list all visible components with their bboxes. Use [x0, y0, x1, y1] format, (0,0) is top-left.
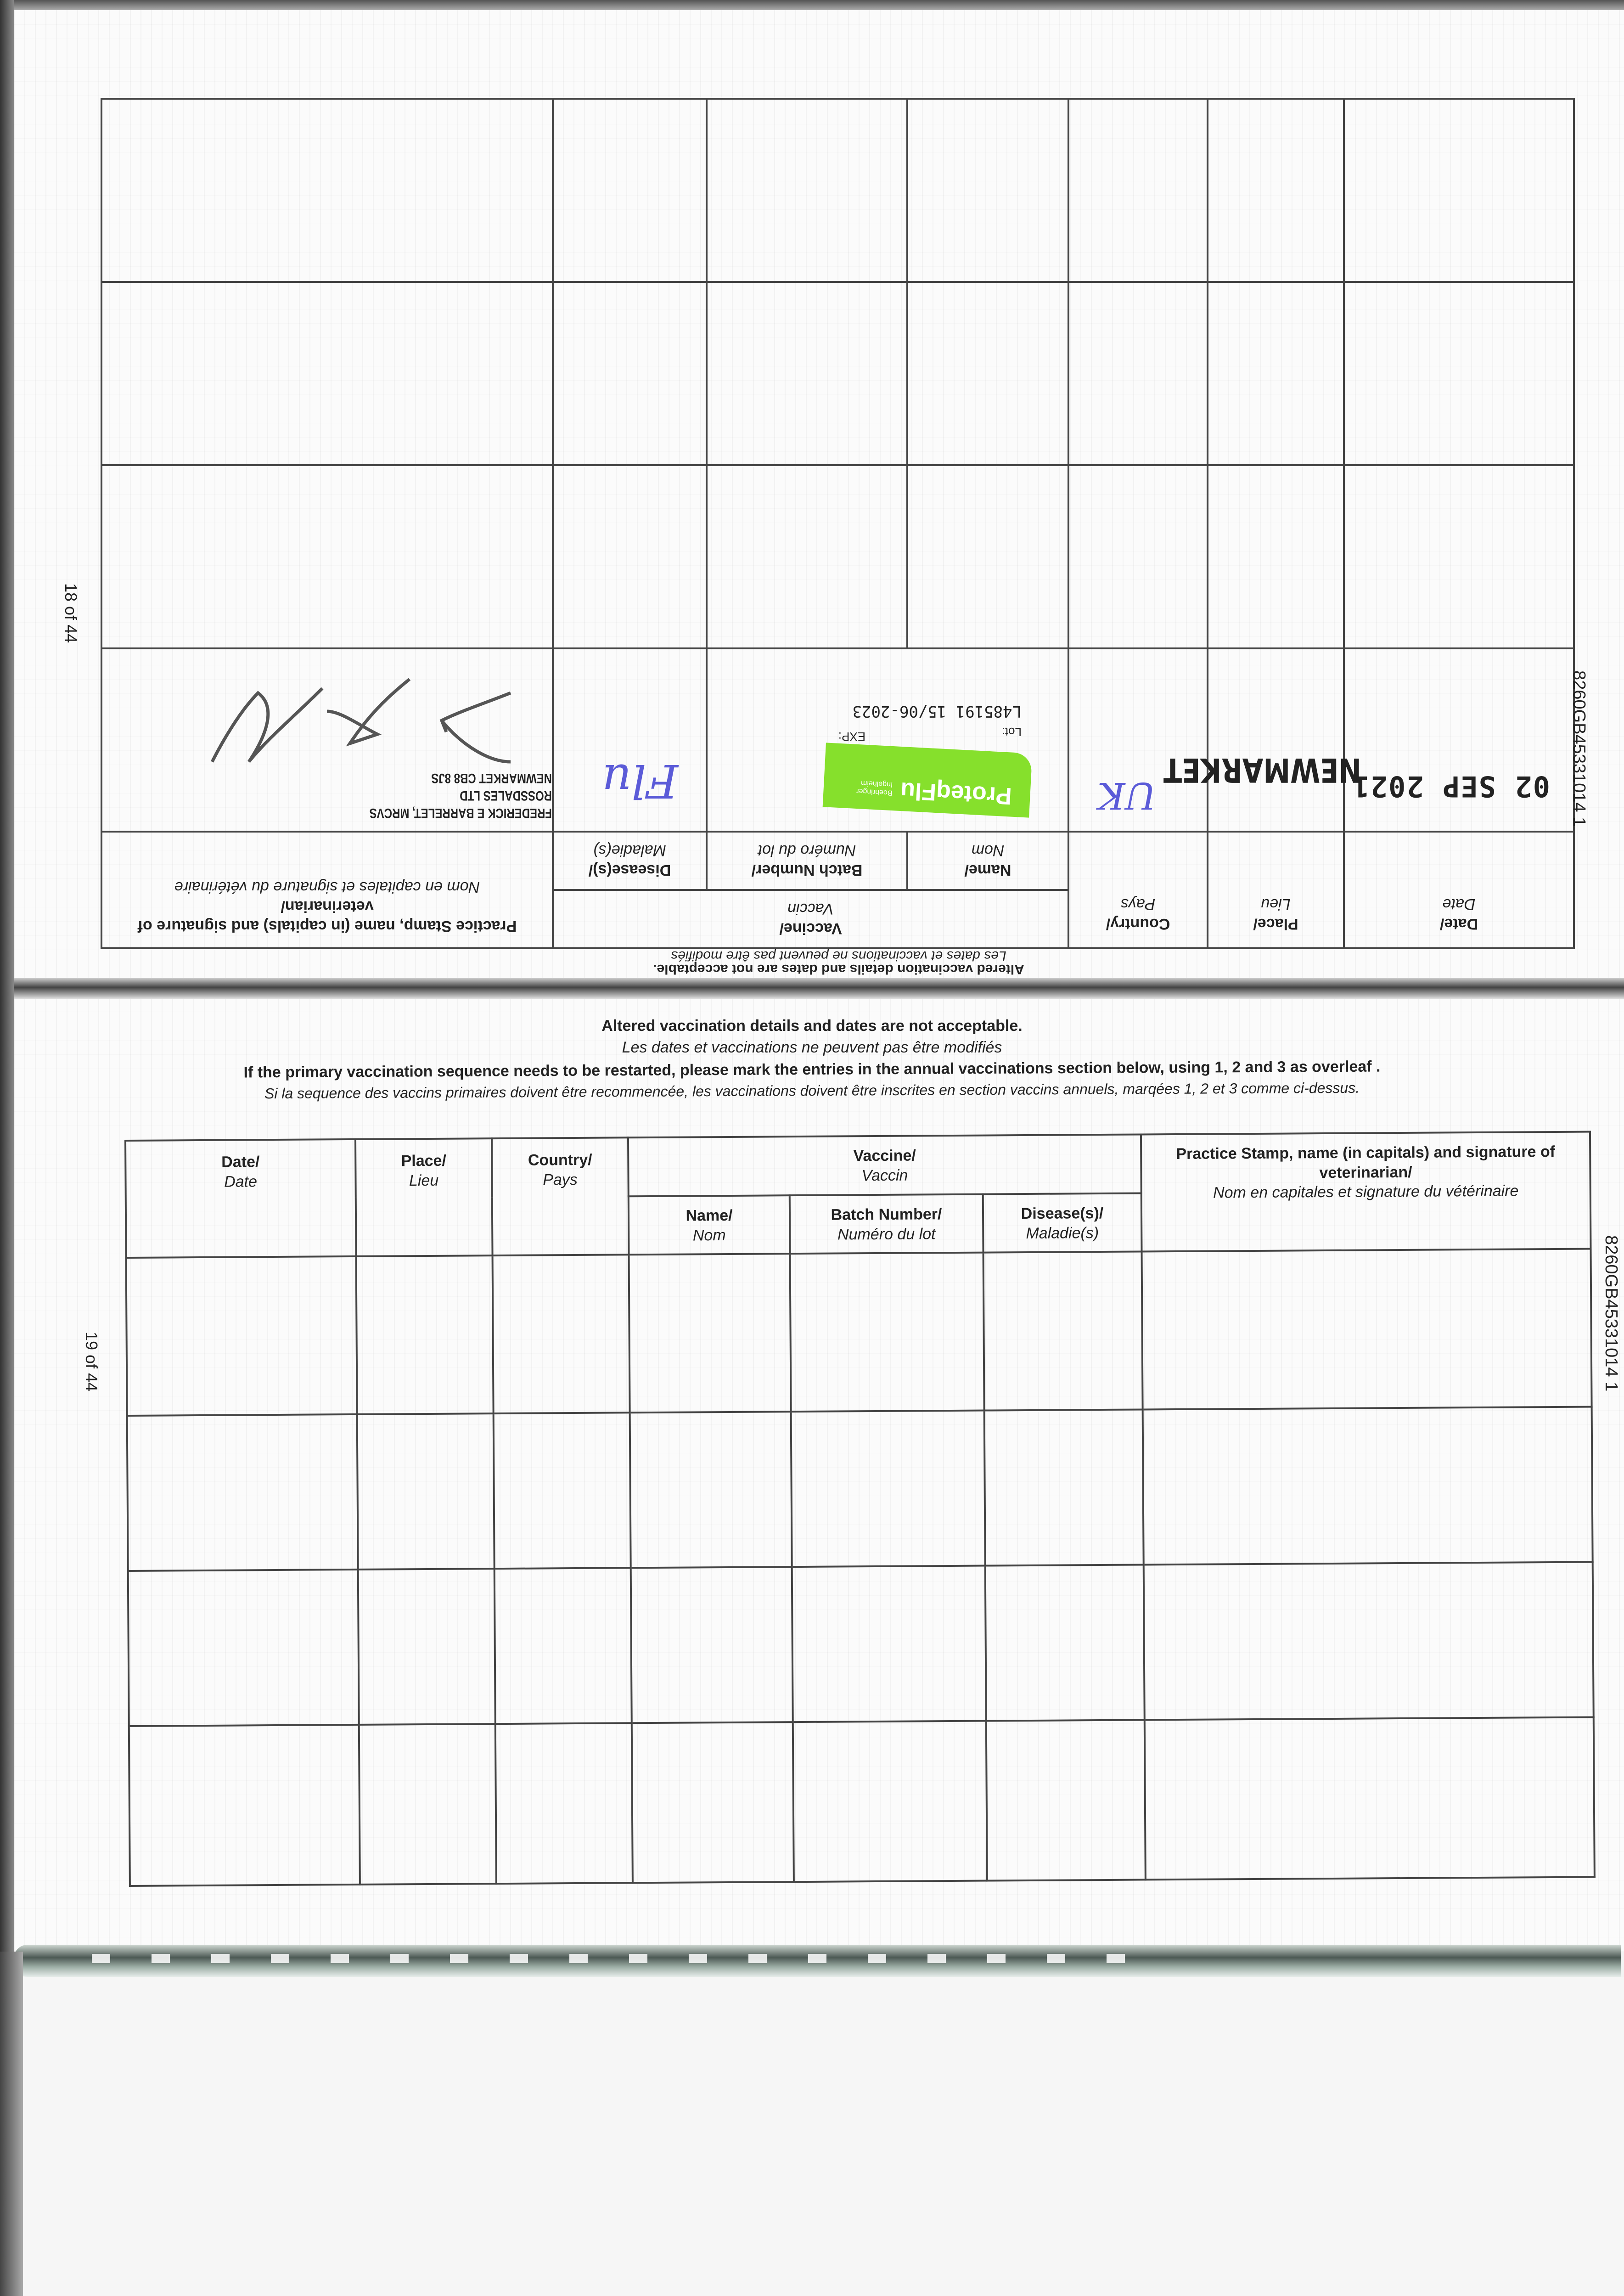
- notice-fr: Les dates et vaccinations ne peuvent pas être modifiés: [671, 948, 1006, 963]
- cover-edge-reflection: [92, 1954, 1148, 1963]
- header-vaccine: [553, 890, 1068, 948]
- cell-date[interactable]: [1344, 465, 1574, 648]
- scan-edge-top: [0, 0, 1624, 10]
- cell-country[interactable]: [1068, 99, 1208, 282]
- cell-disease[interactable]: [553, 648, 707, 832]
- header-label: Date/: [1439, 915, 1478, 933]
- manufacturer-logo: Boehringer Ingelheim: [856, 779, 893, 797]
- header-date: [125, 1139, 356, 1258]
- cell-practice-stamp[interactable]: [1143, 1407, 1593, 1564]
- table-row: [128, 1562, 1594, 1726]
- cell-batch[interactable]: [792, 1566, 986, 1722]
- header-label: Nom: [692, 1226, 726, 1244]
- vaccination-table: [124, 1131, 1596, 1886]
- header-label: Name/: [964, 861, 1011, 879]
- stamp-line: NEWMARKET CB8 8JS: [431, 771, 552, 786]
- cell-place[interactable]: [1208, 282, 1344, 465]
- cell-date[interactable]: [128, 1570, 359, 1726]
- header-vaccine: [628, 1134, 1141, 1196]
- annual-vaccination-table-page-18: [102, 100, 1575, 976]
- table-row: [101, 99, 1574, 282]
- cell-practice-stamp[interactable]: [1145, 1717, 1595, 1880]
- handwritten-country: UK: [1097, 774, 1156, 817]
- header-label: Place/: [401, 1152, 447, 1170]
- table-row: [129, 1717, 1595, 1885]
- veterinarian-signature: [194, 661, 515, 771]
- cell-country[interactable]: [495, 1568, 632, 1724]
- header-label: Numéro du lot: [758, 842, 856, 860]
- header-label: Country/: [528, 1151, 592, 1169]
- cell-country[interactable]: [1068, 282, 1208, 465]
- cell-disease[interactable]: [983, 1251, 1143, 1410]
- passport-number-lower: 8260GB45331014 1: [1602, 1235, 1621, 1392]
- date-stamp: 02 SEP 2021: [1351, 770, 1550, 803]
- table-row: [127, 1407, 1593, 1570]
- cell-date[interactable]: [129, 1725, 360, 1886]
- cell-batch[interactable]: [707, 282, 907, 465]
- header-practice-stamp: [1141, 1132, 1591, 1252]
- cell-disease[interactable]: [553, 282, 707, 465]
- vaccine-brand: ProteqFlu: [899, 777, 1012, 810]
- header-label: Nom: [971, 842, 1005, 860]
- header-label: Date: [1442, 895, 1476, 913]
- table-row: [101, 648, 1574, 832]
- cell-place[interactable]: [357, 1413, 495, 1570]
- header-label: Pays: [543, 1171, 578, 1188]
- notice-en: Altered vaccination details and dates are not acceptable.: [653, 962, 1024, 977]
- header-label: veterinarian/: [281, 898, 374, 916]
- scan-edge-left: [0, 0, 14, 1975]
- cell-country[interactable]: [1068, 465, 1208, 648]
- cell-name[interactable]: [629, 1254, 791, 1412]
- cell-disease[interactable]: [553, 99, 707, 282]
- restart-notice-en: If the primary vaccination sequence needs to be restarted, please mark the entries in the annual vaccinations section below, using 1, 2 and 3 as overleaf .: [243, 1058, 1381, 1081]
- cell-practice-stamp[interactable]: [1144, 1562, 1594, 1720]
- header-country: [1068, 832, 1208, 948]
- header-disease: [983, 1193, 1142, 1252]
- place-stamp: NEWMARKET: [1163, 751, 1361, 789]
- cell-name[interactable]: [632, 1722, 794, 1883]
- header-label: Practice Stamp, name (in capitals) and signature of: [137, 917, 517, 935]
- page-fold: [14, 978, 1624, 999]
- cell-place[interactable]: [358, 1569, 495, 1725]
- header-batch: [707, 832, 907, 890]
- cell-name[interactable]: [907, 465, 1068, 648]
- cell-disease[interactable]: [553, 465, 707, 648]
- cell-disease[interactable]: [984, 1409, 1144, 1565]
- header-label: Vaccine/: [779, 920, 842, 937]
- cell-date[interactable]: [1344, 99, 1574, 282]
- lot-and-expiry: L485191 15/06-2023: [852, 702, 1022, 720]
- cell-date[interactable]: [1344, 282, 1574, 465]
- cell-name[interactable]: [907, 99, 1068, 282]
- cell-place[interactable]: [1208, 99, 1344, 282]
- cell-batch[interactable]: [791, 1411, 985, 1567]
- stamp-line: ROSSDALES LTD: [460, 788, 552, 803]
- header-label: Vaccin: [787, 900, 834, 918]
- vaccine-sticker: [815, 698, 1031, 812]
- header-name: [907, 832, 1068, 890]
- header-batch: [790, 1194, 983, 1254]
- header-label: Date/: [221, 1153, 260, 1171]
- lot-label: Lot:: [1001, 725, 1022, 739]
- header-label: Name/: [686, 1206, 733, 1225]
- header-date: [1344, 832, 1574, 948]
- scan-edge-bottom-left: [0, 1952, 23, 2296]
- header-name: [629, 1195, 790, 1255]
- notice-en: Altered vaccination details and dates are not acceptable.: [601, 1017, 1023, 1035]
- cell-country[interactable]: [1068, 648, 1208, 832]
- restart-notice-fr: Si la sequence des vaccins primaires doivent être recommencée, les vaccinations doivent être inscrites en section vaccins annuels, marqées 1, 2 et 3 comme ci-dessus.: [264, 1079, 1360, 1102]
- cell-place[interactable]: [359, 1724, 496, 1885]
- table-row: [126, 1249, 1592, 1415]
- header-place: [355, 1138, 493, 1256]
- header-label: Country/: [1106, 915, 1170, 933]
- stamp-line: FREDERICK E BARRELET, MRCVS: [369, 805, 552, 821]
- header-label: Date: [224, 1172, 258, 1191]
- cell-batch[interactable]: [707, 465, 907, 648]
- header-label: Vaccine/: [853, 1147, 916, 1165]
- header-label: Maladie(s): [593, 842, 666, 860]
- cell-practice-stamp[interactable]: [101, 465, 553, 648]
- page-notice: [102, 949, 1575, 976]
- cell-date[interactable]: [1344, 648, 1574, 832]
- cell-name[interactable]: [907, 282, 1068, 465]
- cell-name[interactable]: [630, 1412, 792, 1568]
- table-row: [101, 465, 1574, 648]
- header-label: Place/: [1253, 915, 1298, 933]
- header-label: Batch Number/: [831, 1205, 942, 1224]
- header-place: [1208, 832, 1344, 948]
- header-practice-stamp: [101, 832, 553, 948]
- cell-disease[interactable]: [985, 1564, 1145, 1721]
- cell-batch[interactable]: [790, 1253, 984, 1412]
- vaccination-table: [101, 98, 1575, 949]
- exp-label: EXP:: [838, 730, 865, 743]
- sticker-label: [823, 743, 1033, 817]
- cell-country[interactable]: [495, 1723, 633, 1884]
- page-number-19: 19 of 44: [82, 1332, 101, 1392]
- cell-batch[interactable]: [707, 99, 907, 282]
- practice-stamp: [370, 769, 552, 822]
- cell-practice-stamp[interactable]: [101, 282, 553, 465]
- header-label: veterinarian/: [1319, 1163, 1412, 1182]
- passport-number-upper: 8260GB45331014 1: [1569, 670, 1589, 827]
- header-label: Disease(s)/: [1021, 1204, 1104, 1223]
- header-label: Practice Stamp, name (in capitals) and signature of: [1176, 1142, 1556, 1163]
- header-label: Batch Number/: [751, 861, 863, 879]
- header-country: [492, 1137, 629, 1255]
- notice-fr: Les dates et vaccinations ne peuvent pas être modifiés: [622, 1039, 1002, 1056]
- cell-batch[interactable]: [793, 1721, 987, 1882]
- header-label: Maladie(s): [1026, 1224, 1099, 1242]
- header-label: Nom en capitales et signature du vétérinaire: [174, 878, 480, 896]
- cell-country[interactable]: [494, 1412, 631, 1569]
- header-disease: [553, 832, 707, 890]
- cell-disease[interactable]: [986, 1720, 1146, 1880]
- header-label: Vaccin: [861, 1166, 908, 1184]
- cell-date[interactable]: [127, 1414, 358, 1571]
- header-label: Disease(s)/: [588, 861, 671, 879]
- page-number-18: 18 of 44: [62, 583, 80, 643]
- header-label: Lieu: [409, 1171, 439, 1189]
- cell-practice-stamp[interactable]: [1142, 1249, 1592, 1409]
- cell-place[interactable]: [1163, 648, 1361, 832]
- header-label: Nom en capitales et signature du vétérinaire: [1213, 1182, 1519, 1202]
- cell-date[interactable]: [126, 1256, 357, 1416]
- cell-country[interactable]: [493, 1255, 630, 1413]
- header-label: Numéro du lot: [837, 1225, 936, 1244]
- cell-practice-stamp[interactable]: [101, 99, 553, 282]
- header-label: Lieu: [1261, 895, 1291, 913]
- table-row: [101, 282, 1574, 465]
- cell-place[interactable]: [356, 1255, 494, 1414]
- cell-practice-stamp[interactable]: [101, 648, 553, 832]
- cell-place[interactable]: [1208, 465, 1344, 648]
- header-label: Pays: [1120, 895, 1156, 913]
- scanner-background: [14, 1977, 1624, 2296]
- cell-name[interactable]: [631, 1567, 793, 1723]
- handwritten-disease: Flu: [602, 754, 678, 808]
- cell-vaccine-name-batch[interactable]: [707, 648, 1068, 832]
